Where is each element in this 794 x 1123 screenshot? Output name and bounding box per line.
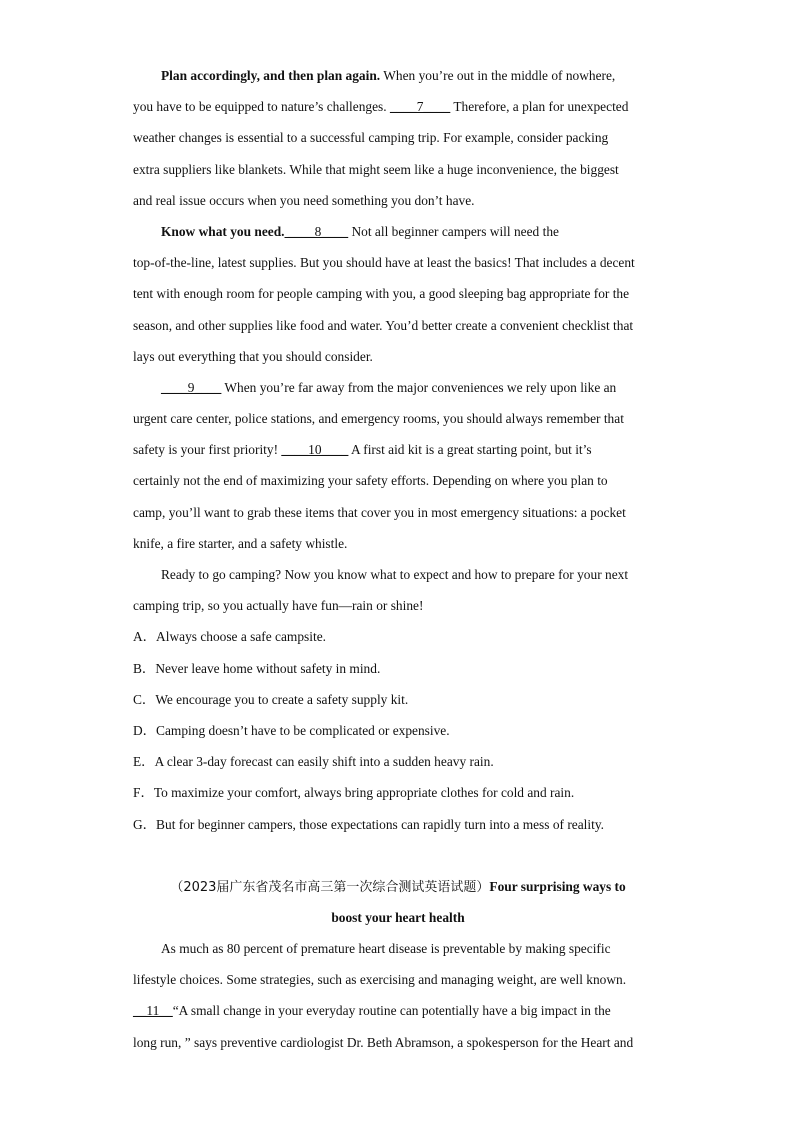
p1-line-2: you have to be equipped to nature’s challenges. ____7____ Therefore, a plan for unexpected xyxy=(133,99,629,115)
p2-line-2: top-of-the-line, latest supplies. But you should have at least the basics! That includes a decent xyxy=(133,255,635,271)
option-d: D．Camping doesn’t have to be complicated or expensive. xyxy=(133,722,450,738)
option-e: E．A clear 3-day forecast can easily shift into a sudden heavy rain. xyxy=(133,754,494,770)
p2-line-5: lays out everything that you should consider. xyxy=(133,348,373,364)
p1-line-3: weather changes is essential to a successful camping trip. For example, consider packing xyxy=(133,130,609,146)
p5-line-1: As much as 80 percent of premature heart disease is preventable by making specific xyxy=(161,941,611,957)
document-content xyxy=(133,62,663,1060)
p2-line-4: season, and other supplies like food and water. You’d better create a convenient checklist that xyxy=(133,317,634,333)
blank-11[interactable]: __11__ xyxy=(133,1003,173,1019)
p3-line-4: certainly not the end of maximizing your safety efforts. Depending on where you plan to xyxy=(133,473,608,489)
option-g: G．But for beginner campers, those expectations can rapidly turn into a mess of reality. xyxy=(133,816,605,832)
p2-line-3: tent with enough room for people camping with you, a good sleeping bag appropriate for the xyxy=(133,286,630,302)
p4-line-2: camping trip, so you actually have fun—rain or shine! xyxy=(133,598,424,614)
passage2-source: （2023届广东省茂名市高三第一次综合测试英语试题） xyxy=(170,879,490,895)
blank-9[interactable]: ____9____ xyxy=(161,379,222,395)
p3-line-6: knife, a fire starter, and a safety whistle. xyxy=(133,535,348,551)
option-a: A．Always choose a safe campsite. xyxy=(133,629,326,645)
p3-line-3: safety is your first priority! ____10____ A first aid kit is a great starting point, but it’s xyxy=(133,442,592,458)
p4-line-1: Ready to go camping? Now you know what to expect and how to prepare for your next xyxy=(161,567,629,582)
p2-line-1: Know what you need. ____8____ Not all beginner campers will need the xyxy=(161,223,559,239)
p5-line-2: lifestyle choices. Some strategies, such as exercising and managing weight, are well known. xyxy=(133,972,627,988)
blank-7[interactable]: ____7____ xyxy=(389,99,451,115)
option-f: F．To maximize your comfort, always bring appropriate clothes for cold and rain. xyxy=(133,785,575,801)
section-gap xyxy=(133,842,663,873)
passage2-title-line-2: boost your heart health xyxy=(331,909,465,925)
p1-line-1: Plan accordingly, and then plan again. When you’re out in the middle of nowhere, xyxy=(161,68,616,83)
blank-10[interactable]: ____10____ xyxy=(281,442,349,458)
passage2-title-a: Four surprising ways to xyxy=(489,878,626,894)
p1-line-4: extra suppliers like blankets. While that might seem like a huge inconvenience, the biggest xyxy=(133,161,619,177)
p3-line-1: ____9____ When you’re far away from the major conveniences we rely upon like an xyxy=(161,379,617,395)
p3-line-5: camp, you’ll want to grab these items that cover you in most emergency situations: a pocket xyxy=(133,504,626,520)
p2-heading: Know what you need. xyxy=(161,223,285,239)
passage2-title-line-1 xyxy=(133,873,663,904)
p5-line-4: long run, ” says preventive cardiologist Dr. Beth Abramson, a spokesperson for the Heart and xyxy=(133,1034,634,1050)
p1-heading: Plan accordingly, and then plan again. xyxy=(161,68,381,83)
option-b: B．Never leave home without safety in mind. xyxy=(133,660,381,676)
p5-line-3: __11__“A small change in your everyday routine can potentially have a big impact in the xyxy=(133,1003,611,1019)
p1-line-5: and real issue occurs when you need something you don’t have. xyxy=(133,192,475,208)
blank-8[interactable]: ____8____ xyxy=(284,223,349,239)
p3-line-2: urgent care center, police stations, and emergency rooms, you should always remember that xyxy=(133,411,624,427)
option-c: C．We encourage you to create a safety supply kit. xyxy=(133,691,409,707)
